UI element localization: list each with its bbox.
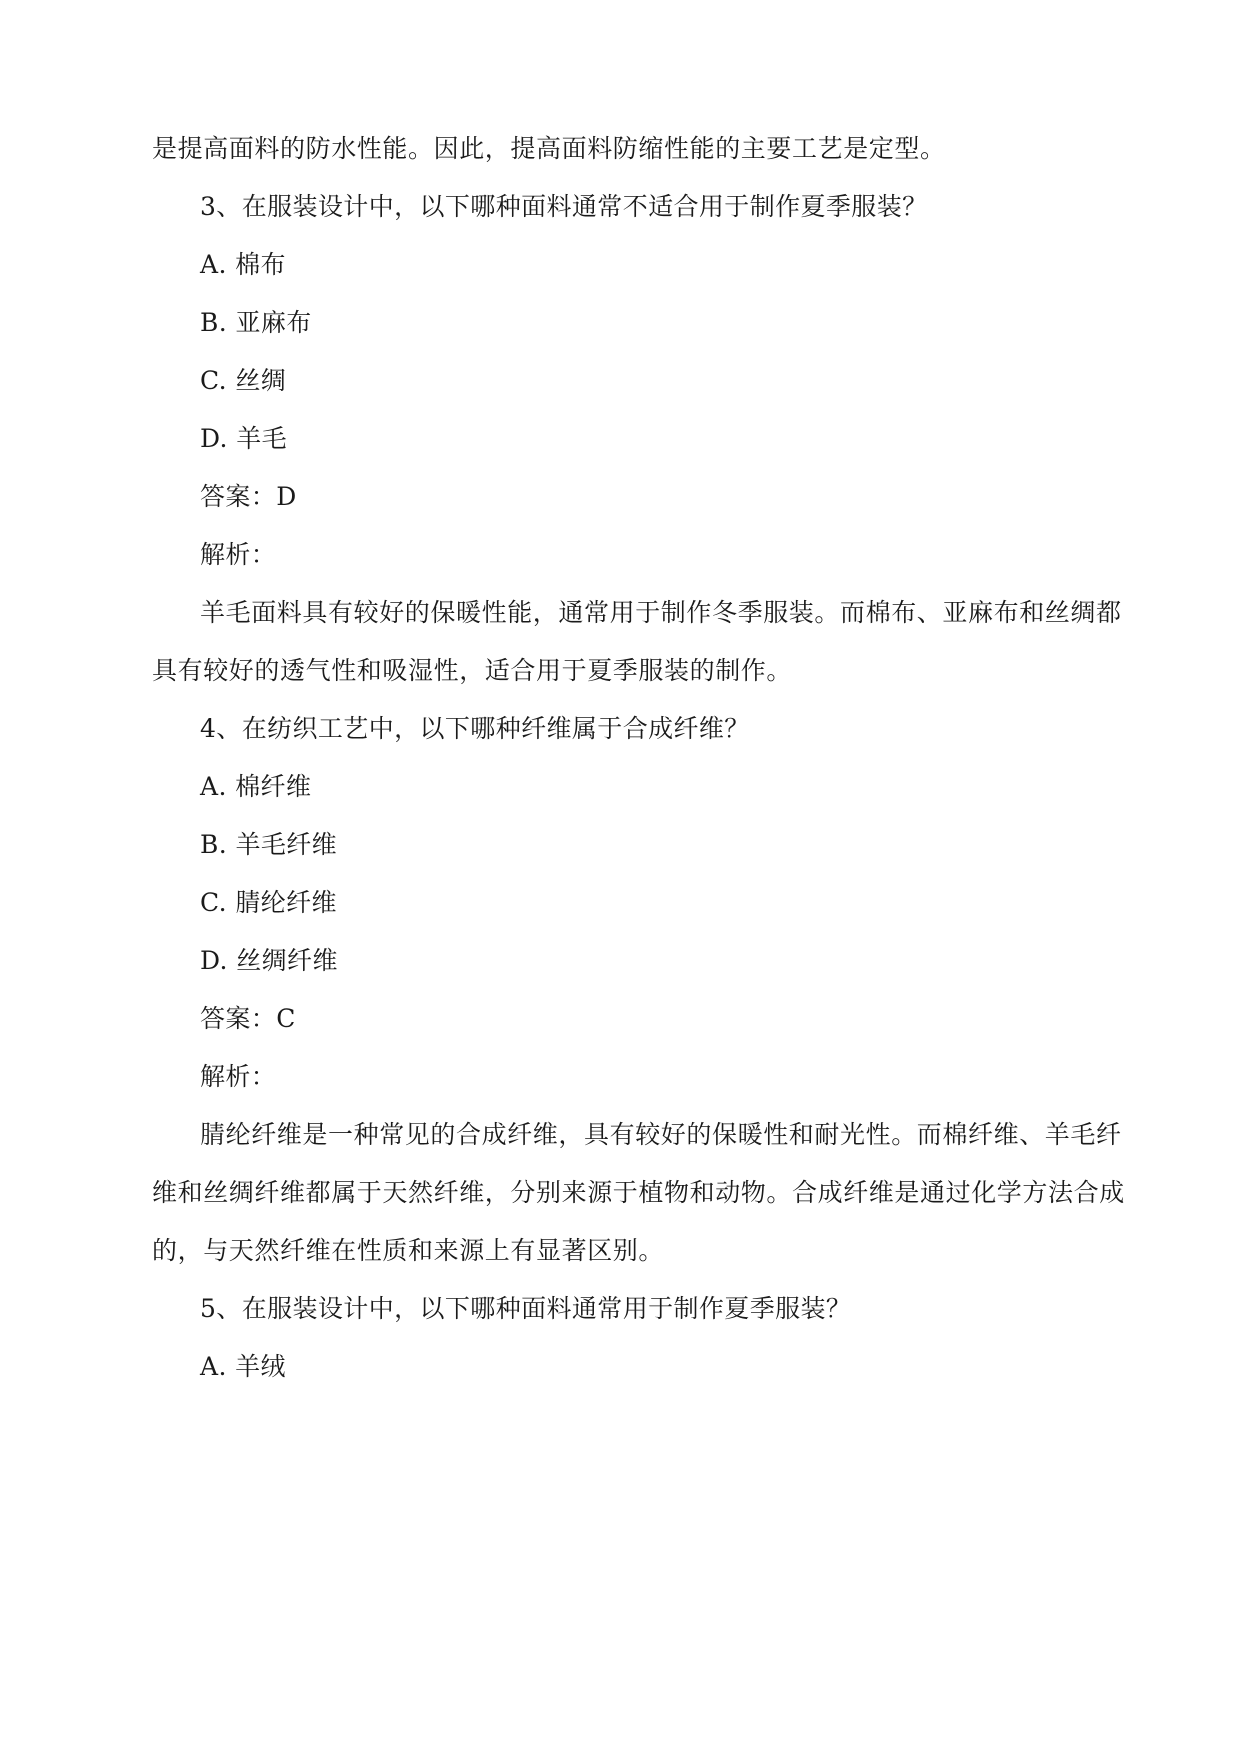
question-3-option-b: B. 亚麻布: [200, 308, 312, 337]
question-3-option-d: D. 羊毛: [200, 424, 288, 453]
question-3-option-c: C. 丝绸: [200, 366, 287, 395]
question-3-analysis-line-1: 羊毛面料具有较好的保暖性能，通常用于制作冬季服装。而棉布、亚麻布和丝绸都: [200, 598, 1122, 627]
question-4-answer: 答案：C: [200, 1004, 296, 1033]
question-4-analysis-line-3: 的，与天然纤维在性质和来源上有显著区别。: [152, 1236, 665, 1265]
paragraph-line: 是提高面料的防水性能。因此，提高面料防缩性能的主要工艺是定型。: [152, 134, 946, 163]
question-4-option-a: A. 棉纤维: [200, 772, 312, 801]
question-5-option-a: A. 羊绒: [200, 1352, 286, 1381]
question-4-option-d: D. 丝绸纤维: [200, 946, 338, 975]
question-4-analysis-label: 解析：: [200, 1062, 277, 1091]
question-4-option-c: C. 腈纶纤维: [200, 888, 337, 917]
question-4-option-b: B. 羊毛纤维: [200, 830, 338, 859]
question-4-title: 4、在纺织工艺中，以下哪种纤维属于合成纤维？: [200, 714, 750, 743]
question-5-title: 5、在服装设计中，以下哪种面料通常用于制作夏季服装？: [200, 1294, 852, 1323]
question-3-title: 3、在服装设计中，以下哪种面料通常不适合用于制作夏季服装？: [200, 192, 928, 221]
question-3-answer: 答案：D: [200, 482, 297, 511]
question-4-analysis-line-1: 腈纶纤维是一种常见的合成纤维，具有较好的保暖性和耐光性。而棉纤维、羊毛纤: [200, 1120, 1122, 1149]
question-3-analysis-line-2: 具有较好的透气性和吸湿性，适合用于夏季服装的制作。: [152, 656, 793, 685]
question-4-analysis-line-2: 维和丝绸纤维都属于天然纤维，分别来源于植物和动物。合成纤维是通过化学方法合成: [152, 1178, 1125, 1207]
question-3-analysis-label: 解析：: [200, 540, 277, 569]
question-3-option-a: A. 棉布: [200, 250, 286, 279]
